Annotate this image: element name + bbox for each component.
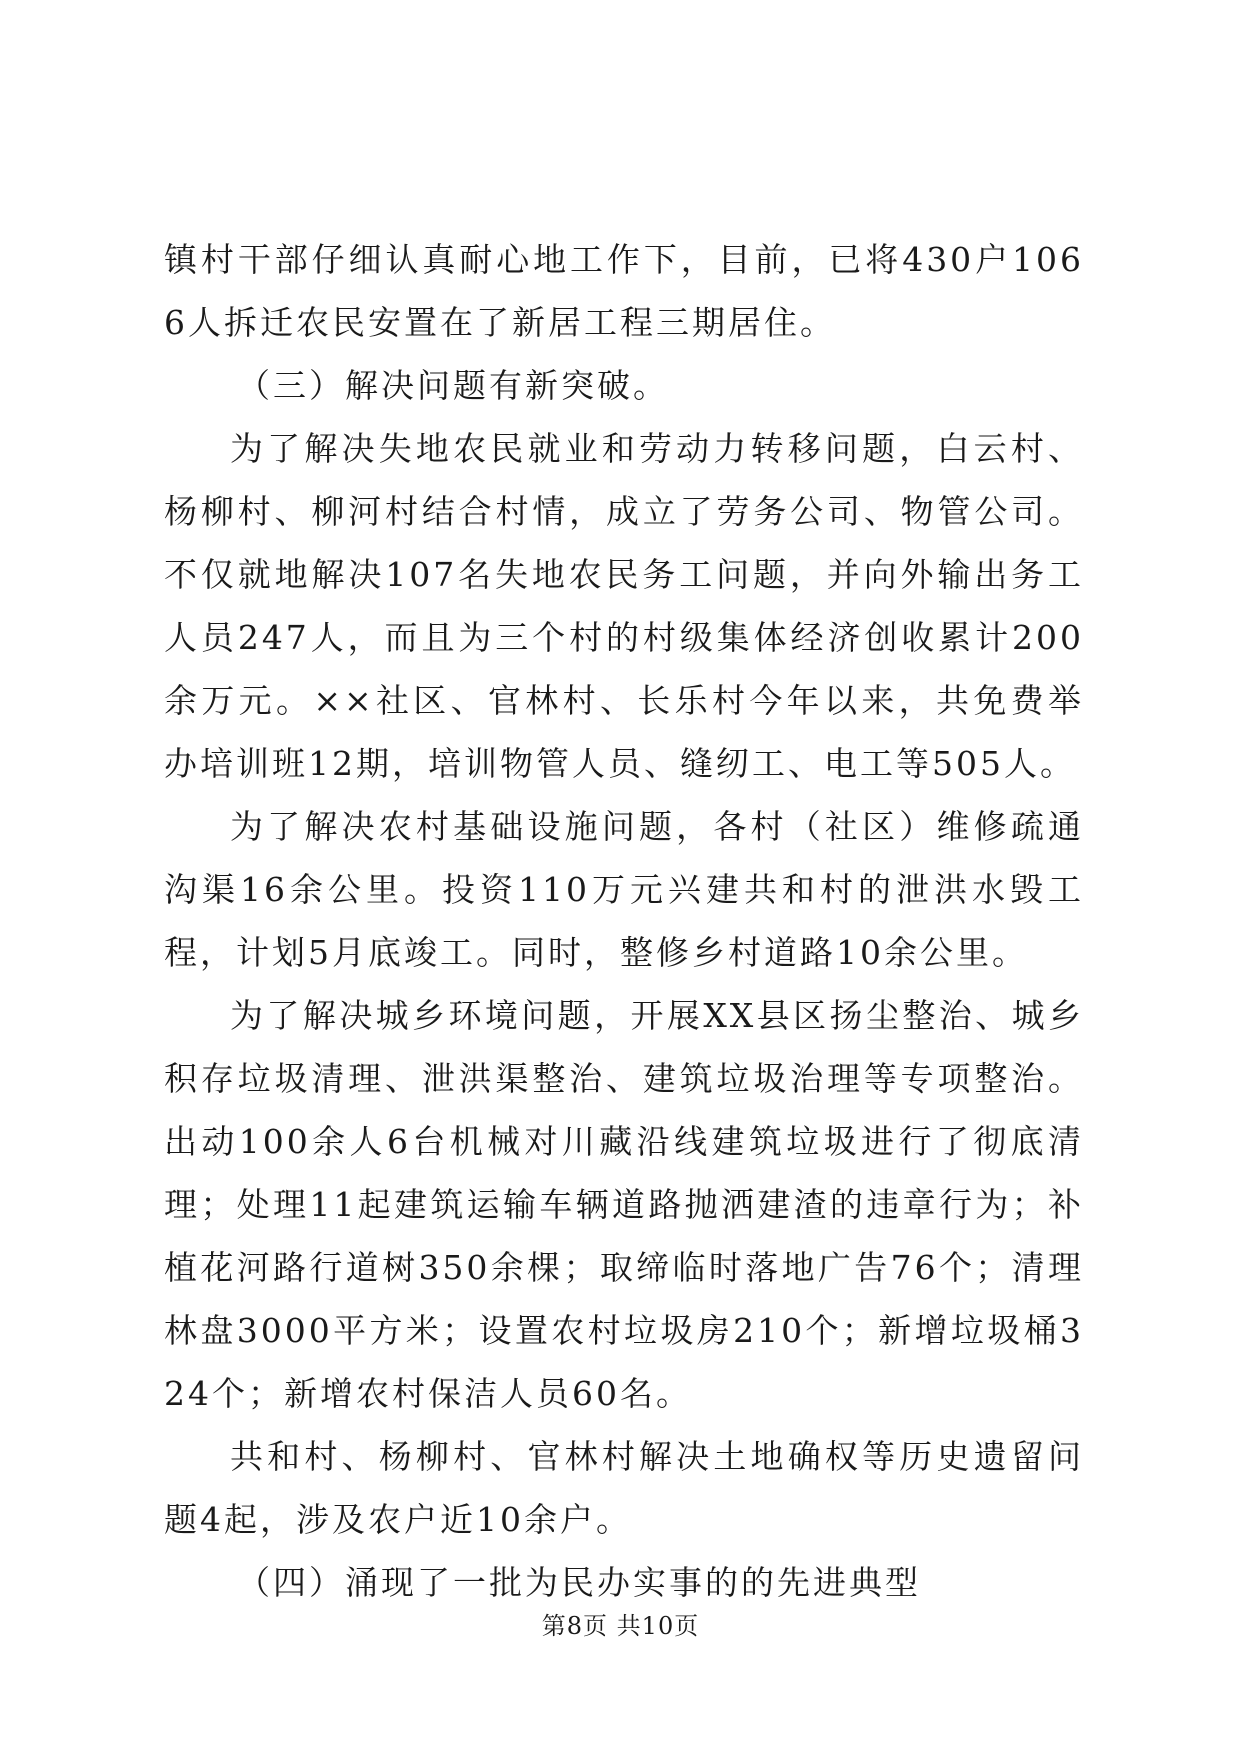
paragraph-land-rights: 共和村、杨柳村、官林村解决土地确权等历史遗留问题4起，涉及农户近10余户。 bbox=[164, 1437, 1084, 1539]
page-number-footer: 第8页 共10页 bbox=[541, 1612, 700, 1640]
document-body bbox=[164, 228, 1084, 1614]
paragraph-environment: 为了解决城乡环境问题，开展XX县区扬尘整治、城乡积存垃圾清理、泄洪渠整治、建筑垃圾治理等专项整治。出动100余人6台机械对川藏沿线建筑垃圾进行了彻底清理；处理11起建筑运输车辆道路抛洒建渣的违章行为；补植花河路行道树350余棵；取缔临时落地广告76个；清理林盘3000平方米；设置农村垃圾房210个；新增垃圾桶324个；新增农村保洁人员60名。 bbox=[164, 996, 1084, 1413]
paragraph-infrastructure: 为了解决农村基础设施问题，各村（社区）维修疏通沟渠16余公里。投资110万元兴建共和村的泄洪水毁工程，计划5月底竣工。同时，整修乡村道路10余公里。 bbox=[164, 807, 1084, 972]
paragraph-continuation: 镇村干部仔细认真耐心地工作下，目前，已将430户1066人拆迁农民安置在了新居工程三期居住。 bbox=[164, 240, 1084, 342]
section-heading-four: （四）涌现了一批为民办实事的的先进典型 bbox=[237, 1563, 921, 1602]
paragraph-employment: 为了解决失地农民就业和劳动力转移问题，白云村、杨柳村、柳河村结合村情，成立了劳务公司、物管公司。不仅就地解决107名失地农民务工问题，并向外输出务工人员247人，而且为三个村的村级集体经济创收累计200余万元。××社区、官林村、长乐村今年以来，共免费举办培训班12期，培训物管人员、缝纫工、电工等505人。 bbox=[164, 429, 1084, 783]
section-heading-three: （三）解决问题有新突破。 bbox=[237, 366, 669, 405]
